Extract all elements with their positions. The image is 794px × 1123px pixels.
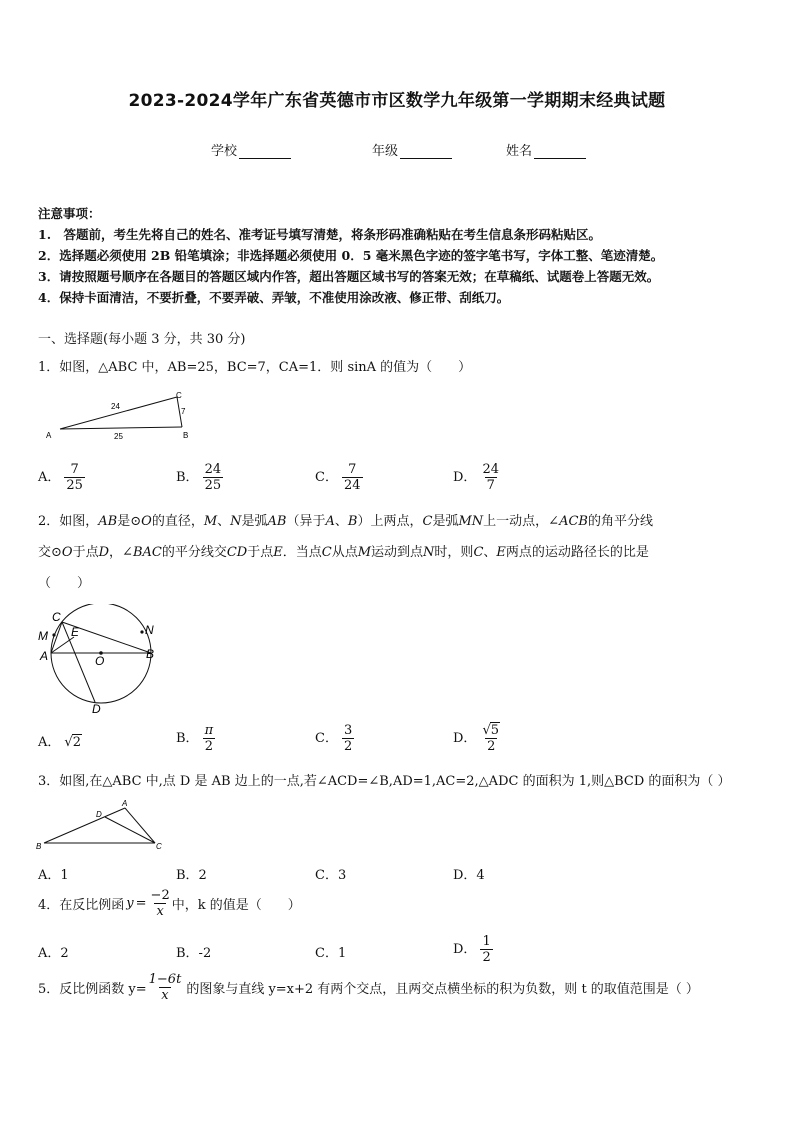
label-d: D — [96, 810, 102, 819]
math: AB — [267, 514, 287, 529]
text: 的角平分线 — [587, 514, 653, 529]
fraction — [480, 462, 501, 493]
text: 、 — [334, 514, 348, 529]
denominator: 2 — [487, 739, 496, 754]
math: N — [423, 545, 435, 560]
text: 5．反比例函数 y= — [38, 982, 147, 997]
name-field[interactable] — [506, 140, 586, 159]
numerator: π — [204, 723, 214, 738]
math: O — [141, 514, 152, 529]
option-a[interactable]: A．2 — [38, 946, 69, 961]
side-ab — [60, 427, 182, 429]
section-heading: 一、选择题(每小题 3 分，共 30 分) — [38, 332, 246, 347]
text: ．当点 — [282, 545, 322, 560]
text: 是⊙ — [117, 514, 142, 529]
text: 时，则 — [434, 545, 474, 560]
grade-field[interactable] — [372, 140, 452, 159]
label-e: E — [71, 625, 80, 639]
question-2-line-3: （ ） — [38, 576, 91, 591]
side-ac — [125, 808, 155, 843]
radicand: 5 — [490, 723, 500, 738]
denominator: 2 — [343, 739, 353, 754]
notice-heading: 注意事项： — [38, 206, 101, 221]
side-ba — [44, 808, 125, 843]
numerator: 24 — [482, 462, 499, 477]
text: 的平分线交 — [161, 545, 227, 560]
numerator: 24 — [204, 462, 222, 477]
option-label: B． — [176, 470, 199, 485]
denominator: 25 — [66, 478, 83, 493]
math: C — [473, 545, 484, 560]
question-4-options — [0, 934, 794, 970]
vertex-c-label: C — [176, 391, 182, 400]
math: CD — [226, 545, 248, 560]
segment-dc — [105, 817, 155, 843]
text: 两点的运动路径长的比是 — [505, 545, 649, 560]
text: 的图象与直线 y=x+2 有两个交点，且两交点横坐标的积为负数，则 t 的取值范围是（ ） — [186, 982, 699, 997]
school-label: 学校 — [211, 144, 238, 159]
denominator: x — [156, 904, 164, 919]
side-ac-length: 24 — [111, 402, 120, 411]
notice-item: 2．选择题必须使用 2B 铅笔填涂；非选择题必须使用 0．5 毫米黑色字迹的签字笔书写，字体工整、笔迹清楚。 — [38, 248, 664, 263]
fraction — [64, 462, 85, 493]
math: = — [135, 896, 147, 911]
math: N — [230, 514, 242, 529]
option-label: A． — [38, 470, 61, 485]
math: ACB — [559, 514, 588, 529]
math: E — [273, 545, 283, 560]
option-b[interactable] — [176, 723, 215, 754]
label-a: A — [122, 799, 128, 808]
label-n: N — [145, 623, 154, 637]
fraction — [342, 723, 354, 754]
option-a[interactable] — [38, 462, 85, 493]
label-o: O — [95, 654, 105, 668]
question-2-line-1 — [38, 510, 653, 529]
notice-item: 3．请按照题号顺序在各题目的答题区域内作答，超出答题区域书写的答案无效；在草稿纸、试题卷上答题无效。 — [38, 269, 660, 284]
math: BAC — [132, 545, 162, 560]
fraction — [203, 723, 216, 754]
text: （异于 — [286, 514, 326, 529]
option-b[interactable]: B．2 — [176, 868, 207, 883]
text: 于点 — [247, 545, 274, 560]
option-c[interactable]: C．1 — [315, 946, 347, 961]
label-c: C — [156, 842, 162, 851]
vertex-a-label: A — [46, 431, 52, 440]
math: C — [321, 545, 332, 560]
question-3-figure — [34, 796, 174, 854]
numerator: 1−6t — [148, 972, 182, 987]
numerator: 3 — [343, 723, 353, 738]
option-label: A． — [38, 735, 61, 750]
math: C — [422, 514, 433, 529]
denominator: 7 — [486, 478, 495, 493]
math: AB — [98, 514, 118, 529]
text: ，∠ — [109, 545, 133, 560]
text: 交⊙ — [38, 545, 62, 560]
math: O — [61, 545, 73, 560]
question-4-text — [38, 888, 301, 919]
math: A — [325, 514, 335, 529]
fraction — [480, 934, 492, 965]
option-d[interactable]: D．4 — [453, 868, 485, 883]
segment-ca — [51, 622, 62, 653]
question-5-text — [38, 972, 699, 1003]
option-label: B． — [176, 731, 199, 746]
question-2-figure — [34, 604, 174, 716]
option-label: C． — [315, 470, 338, 485]
text: 中，k 的值是（ ） — [171, 898, 301, 913]
option-label: D． — [453, 470, 477, 485]
question-1-text: 1．如图，△ABC 中，AB=25，BC=7，CA=1．则 sinA 的值为（ ） — [38, 360, 472, 375]
grade-label: 年级 — [372, 144, 399, 159]
option-d[interactable] — [453, 462, 501, 493]
math: E — [496, 545, 506, 560]
text: 上一动点，∠ — [483, 514, 560, 529]
notice-item: 1. 答题前，考生先将自己的姓名、准考证号填写清楚，将条形码准确粘贴在考生信息条形码粘贴区。 — [38, 227, 602, 242]
text: 是弧 — [432, 514, 459, 529]
point-m — [52, 633, 55, 636]
question-1-options — [0, 462, 794, 502]
label-m: M — [38, 629, 48, 643]
math: D — [98, 545, 110, 560]
text: 于点 — [72, 545, 99, 560]
sqrt-sign: √ — [64, 735, 73, 750]
fraction — [480, 723, 502, 754]
question-3-text: 3．如图,在△ABC 中,点 D 是 AB 边上的一点,若∠ACD=∠B,AD=1,AC=2,△ADC 的面积为 1,则△BCD 的面积为（ ） — [38, 774, 731, 789]
option-b[interactable] — [176, 462, 223, 493]
numerator — [480, 723, 502, 738]
option-label: D． — [453, 731, 477, 746]
numerator: −2 — [150, 888, 170, 903]
vertex-b-label: B — [183, 431, 189, 440]
text: 、 — [217, 514, 231, 529]
text: 、 — [483, 545, 497, 560]
option-a[interactable]: A．1 — [38, 868, 69, 883]
label-b: B — [36, 842, 42, 851]
math: M — [357, 545, 372, 560]
text: ）上两点， — [357, 514, 423, 529]
point-n — [140, 630, 143, 633]
option-c[interactable]: C．3 — [315, 868, 347, 883]
math: MN — [458, 514, 484, 529]
option-c[interactable] — [315, 462, 363, 493]
text: 是弧 — [241, 514, 268, 529]
option-d[interactable] — [453, 934, 493, 965]
name-blank[interactable] — [534, 145, 586, 159]
question-1-figure — [40, 388, 200, 444]
side-bc-length: 7 — [181, 407, 186, 416]
school-field[interactable] — [211, 140, 291, 159]
math: B — [347, 514, 358, 529]
option-c[interactable] — [315, 723, 354, 754]
label-b: B — [146, 647, 155, 661]
label-c: C — [52, 610, 61, 624]
fraction — [147, 972, 184, 1003]
sqrt-sign: √ — [482, 723, 491, 738]
text: 2．如图， — [38, 514, 99, 529]
math: M — [203, 514, 218, 529]
notice-item: 4．保持卡面清洁，不要折叠，不要弄破、弄皱，不准使用涂改液、修正带、刮纸刀。 — [38, 290, 510, 305]
school-blank[interactable] — [239, 145, 291, 159]
text: 4．在反比例函 — [38, 898, 125, 913]
text: 的直径， — [151, 514, 204, 529]
text: 运动到点 — [371, 545, 424, 560]
text: 从点 — [331, 545, 358, 560]
option-label: C． — [315, 731, 338, 746]
math: y — [126, 896, 134, 911]
option-a[interactable] — [38, 731, 82, 750]
numerator: 1 — [482, 934, 491, 949]
denominator: 24 — [343, 478, 361, 493]
numerator: 7 — [70, 462, 79, 477]
question-3-options — [0, 864, 794, 884]
label-a: A — [40, 649, 49, 663]
label-d: D — [92, 702, 101, 716]
side-ab-length: 25 — [114, 432, 123, 441]
fraction — [149, 888, 172, 919]
page-title: 2023-2024学年广东省英德市市区数学九年级第一学期期末经典试题 — [128, 91, 666, 111]
grade-blank[interactable] — [400, 145, 452, 159]
fraction — [342, 462, 363, 493]
fraction — [203, 462, 224, 493]
denominator: x — [161, 988, 169, 1003]
option-d[interactable] — [453, 723, 502, 754]
denominator: 2 — [482, 950, 491, 965]
option-label: D． — [453, 942, 477, 957]
question-2-line-2 — [38, 541, 649, 560]
radicand: 2 — [72, 735, 81, 750]
option-b[interactable]: B．-2 — [176, 946, 212, 961]
numerator: 7 — [348, 462, 357, 477]
question-2-options — [0, 723, 794, 763]
name-label: 姓名 — [506, 144, 533, 159]
segment-ae — [51, 637, 74, 653]
denominator: 2 — [204, 739, 213, 754]
denominator: 25 — [204, 478, 222, 493]
